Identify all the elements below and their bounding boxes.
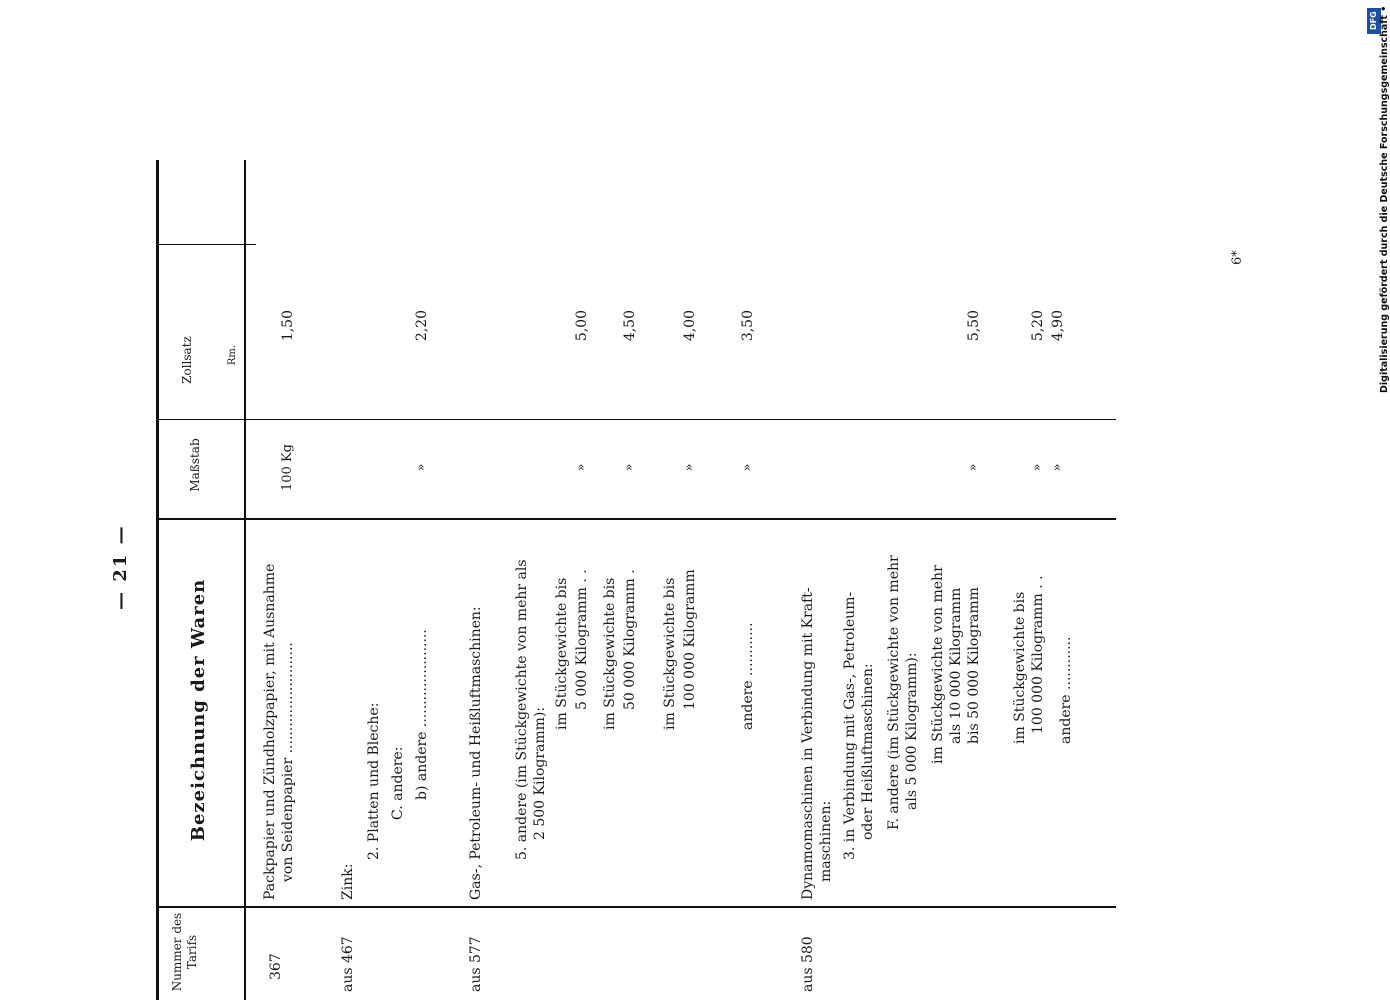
row-text-line: F. andere (im Stückgewichte von mehr [886, 555, 902, 830]
row-text-line: Dynamomaschinen in Verbindung mit Kraft- [800, 587, 816, 900]
row-measure: » [574, 463, 589, 472]
row-text-line: im Stückgewichte bis [554, 577, 570, 730]
row-text-line: als 5 000 Kilogramm): [904, 652, 920, 810]
row-measure: » [1030, 463, 1045, 472]
row-duty: 5,50 [966, 310, 982, 342]
row-duty: 1,50 [280, 310, 296, 342]
header-designation: Bezeichnung der Waren [188, 578, 209, 842]
row-text-line: 5. andere (im Stückgewichte von mehr als [514, 559, 530, 860]
row-duty: 4,00 [682, 310, 698, 342]
row-duty: 3,50 [740, 310, 756, 342]
row-number: aus 580 [800, 936, 816, 992]
row-text-line: 100 000 Kilogramm [682, 569, 698, 710]
row-text-line: C. andere: [390, 746, 406, 820]
col-sep-3 [156, 419, 1116, 420]
row-text-line: 100 000 Kilogramm . . [1030, 575, 1046, 734]
row-measure: 100 Kg [280, 444, 295, 491]
row-number: aus 577 [468, 936, 484, 992]
col-sep-2 [156, 518, 1116, 520]
col-sep-4 [156, 244, 256, 245]
dfg-watermark-text: Digitalisierung gefördert durch die Deutsche Forschungsgemeinschaft • [1379, 5, 1390, 393]
row-text-line: von Seidenpapier ......................... [280, 642, 296, 882]
row-measure: » [682, 463, 697, 472]
row-text-line: oder Heißluftmaschinen: [860, 663, 876, 840]
dfg-logo: DFG [1367, 8, 1381, 34]
row-text-line: b) andere ...................... [414, 629, 430, 800]
row-duty: 5,00 [574, 310, 590, 342]
row-text-line: 3. in Verbindung mit Gas-, Petroleum- [842, 591, 858, 860]
row-duty: 4,90 [1050, 310, 1066, 342]
col-sep-1 [156, 906, 1116, 908]
row-text-line: im Stückgewichte von mehr [930, 565, 946, 764]
header-duty: Zollsatz [180, 336, 194, 384]
row-text-line: im Stückgewichte bis [662, 577, 678, 730]
row-text-line: 5 000 Kilogramm . . [574, 569, 590, 710]
row-number: 367 [268, 953, 284, 980]
row-text-line: maschinen: [818, 800, 834, 882]
row-duty: 5,20 [1030, 310, 1046, 342]
row-duty: 4,50 [622, 310, 638, 342]
table-header-rule [244, 160, 246, 1000]
row-text-line: 2 500 Kilogramm): [532, 706, 548, 840]
row-measure: » [740, 463, 755, 472]
row-text-line: als 10 000 Kilogramm [948, 587, 964, 744]
row-text-line: andere ............ [740, 622, 756, 730]
signature-mark: 6* [1230, 250, 1245, 265]
header-measure: Maßstab [188, 438, 202, 492]
table-top-rule [156, 160, 159, 1000]
row-text-line: Gas-, Petroleum- und Heißluftmaschinen: [468, 606, 484, 900]
row-measure: » [414, 463, 429, 472]
row-duty: 2,20 [414, 310, 430, 342]
row-number: aus 467 [340, 936, 356, 992]
header-number: Nummer des Tarifs [170, 912, 199, 992]
row-text-line: 50 000 Kilogramm . [622, 569, 638, 710]
row-measure: » [1050, 463, 1065, 472]
row-text-line: andere ............ [1058, 636, 1074, 744]
row-text-line: bis 50 000 Kilogramm [966, 587, 982, 744]
row-measure: » [966, 463, 981, 472]
row-text-line: 2. Platten und Bleche: [366, 702, 382, 860]
row-text-line: im Stückgewichte bis [602, 577, 618, 730]
page-number: — 21 — [110, 524, 131, 610]
header-duty-unit: Rm. [227, 344, 238, 366]
row-text-line: im Stückgewichte bis [1012, 591, 1028, 744]
dfg-watermark [1367, 5, 1390, 393]
rotated-sheet [110, 160, 1245, 1000]
row-text-line: Zink: [340, 863, 356, 900]
row-measure: » [622, 463, 637, 472]
row-text-line: Packpapier und Zündholzpapier, mit Ausnahme [262, 563, 278, 900]
